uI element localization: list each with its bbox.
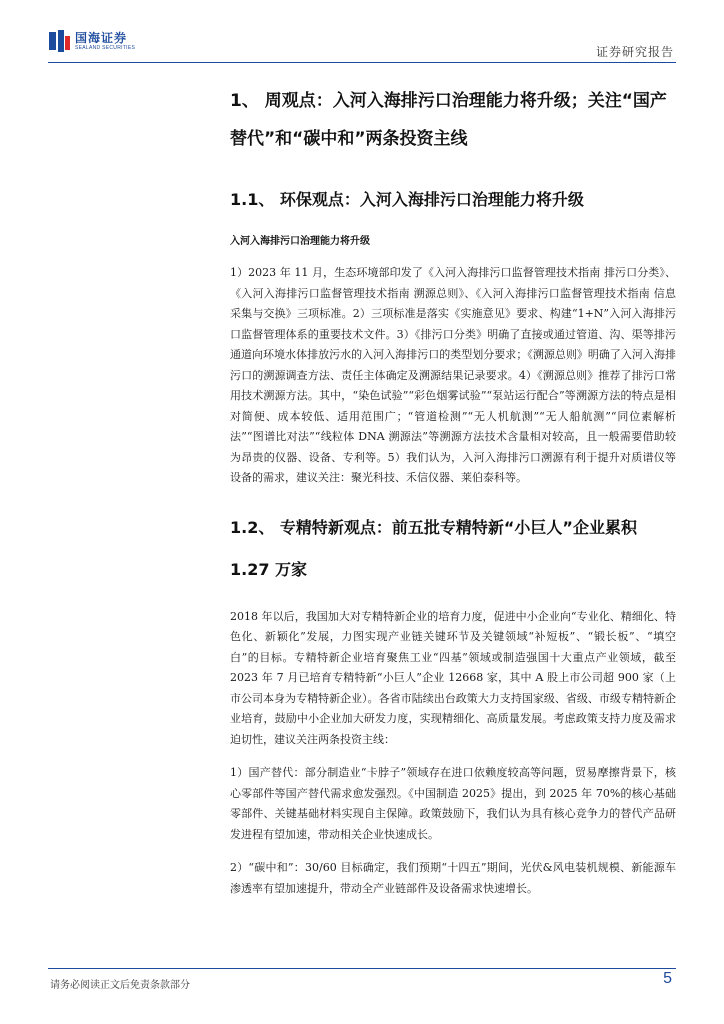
section-1-2-paragraph-1: 2018 年以后，我国加大对专精特新企业的培育力度，促进中小企业向“专业化、精细化、特色化、新颖化”发展，力图实现产业链关键环节及关键领域“补短板”、“锻长板”、“填空白”的目标。专精特新企业培育聚焦工业“四基”领域或制造强国十大重点产业领域，截至 2023 年 7 月已培育专精特新“小巨人”企业 12668 家，其中 A 股上市公司超 900 家（上市公司本身为专精特新企业）。各省市陆续出台政策大力支持国家级、省级、市级专精特新企业培育，鼓励中小企业加大研发力度，实现精细化、高质量发展。考虑政策支持力度及需求迫切性，建议关注两条投资主线：	[230, 609, 676, 746]
report-type-label: 证券研究报告	[595, 45, 674, 59]
main-content	[230, 82, 676, 899]
section-1-2-paragraph-3: 2）“碳中和”：30/60 目标确定，我们预期“十四五”期间，光伏&风电装机规模、新能源车渗透率有望加速提升，带动全产业链部件及设备需求快速增长。	[230, 861, 676, 895]
section-1-title: 1、 周观点：入河入海排污口治理能力将升级；关注“国产替代”和“碳中和”两条投资主线	[230, 91, 667, 149]
page-header	[0, 0, 724, 70]
footer-divider	[48, 968, 676, 969]
section-1-2-paragraph-2: 1）国产替代：部分制造业“卡脖子”领域存在进口依赖度较高等问题，贸易摩擦背景下，核心零部件等国产替代需求愈发强烈。《中国制造 2025》提出，到 2025 年 70%的核心基础零部件、关键基础材料实现自主保障。政策鼓励下，我们认为具有核心竞争力的替代产品研发进程有望加速，带动相关企业快速成长。	[230, 766, 676, 841]
logo-mark-icon	[49, 30, 71, 52]
page-number: 5	[663, 970, 672, 987]
footer-disclaimer: 请务必阅读正文后免责条款部分	[50, 980, 190, 991]
header-divider	[48, 62, 676, 63]
logo-name-en: SEALAND SECURITIES	[75, 44, 136, 51]
section-1-1-title: 1.1、 环保观点：入河入海排污口治理能力将升级	[230, 190, 584, 209]
company-logo	[49, 30, 135, 52]
section-1-1-subhead: 入河入海排污口治理能力将升级	[230, 236, 370, 247]
section-1-1-paragraph: 1）2023 年 11 月，生态环境部印发了《入河入海排污口监督管理技术指南 排污口分类》、《入河入海排污口监督管理技术指南 溯源总则》、《入河入海排污口监督管理技术指南 信息采集与交换》三项标准。2）三项标准是落实《实施意见》要求、构建“1+N”入河入海排污口监督管理体系的重要技术文件。3）《排污口分类》明确了直接或通过管道、沟、渠等排污通道向环境水体排放污水的入河入海排污口的类型划分要求；《溯源总则》明确了入河入海排污口的溯源调查方法、责任主体确定及溯源结果记录要求。4）《溯源总则》推荐了排污口常用技术溯源方法。其中，“染色试验”“彩色烟雾试验”“泵站运行配合”等溯源方法的特点是相对简便、成本较低、适用范围广；“管道检测”“无人机航测”“无人船航测”“同位素解析法”“图谱比对法”“线粒体 DNA 溯源法”等溯源方法技术含量相对较高，且一般需要借助较为昂贵的仪器、设备、专利等。5）我们认为，入河入海排污口溯源有利于提升对质谱仪等设备的需求，建议关注：聚光科技、禾信仪器、莱伯泰科等。	[230, 266, 676, 484]
logo-name-cn: 国海证券	[75, 30, 128, 45]
section-1-2-title: 1.2、 专精特新观点：前五批专精特新“小巨人”企业累积 1.27 万家	[230, 517, 637, 579]
